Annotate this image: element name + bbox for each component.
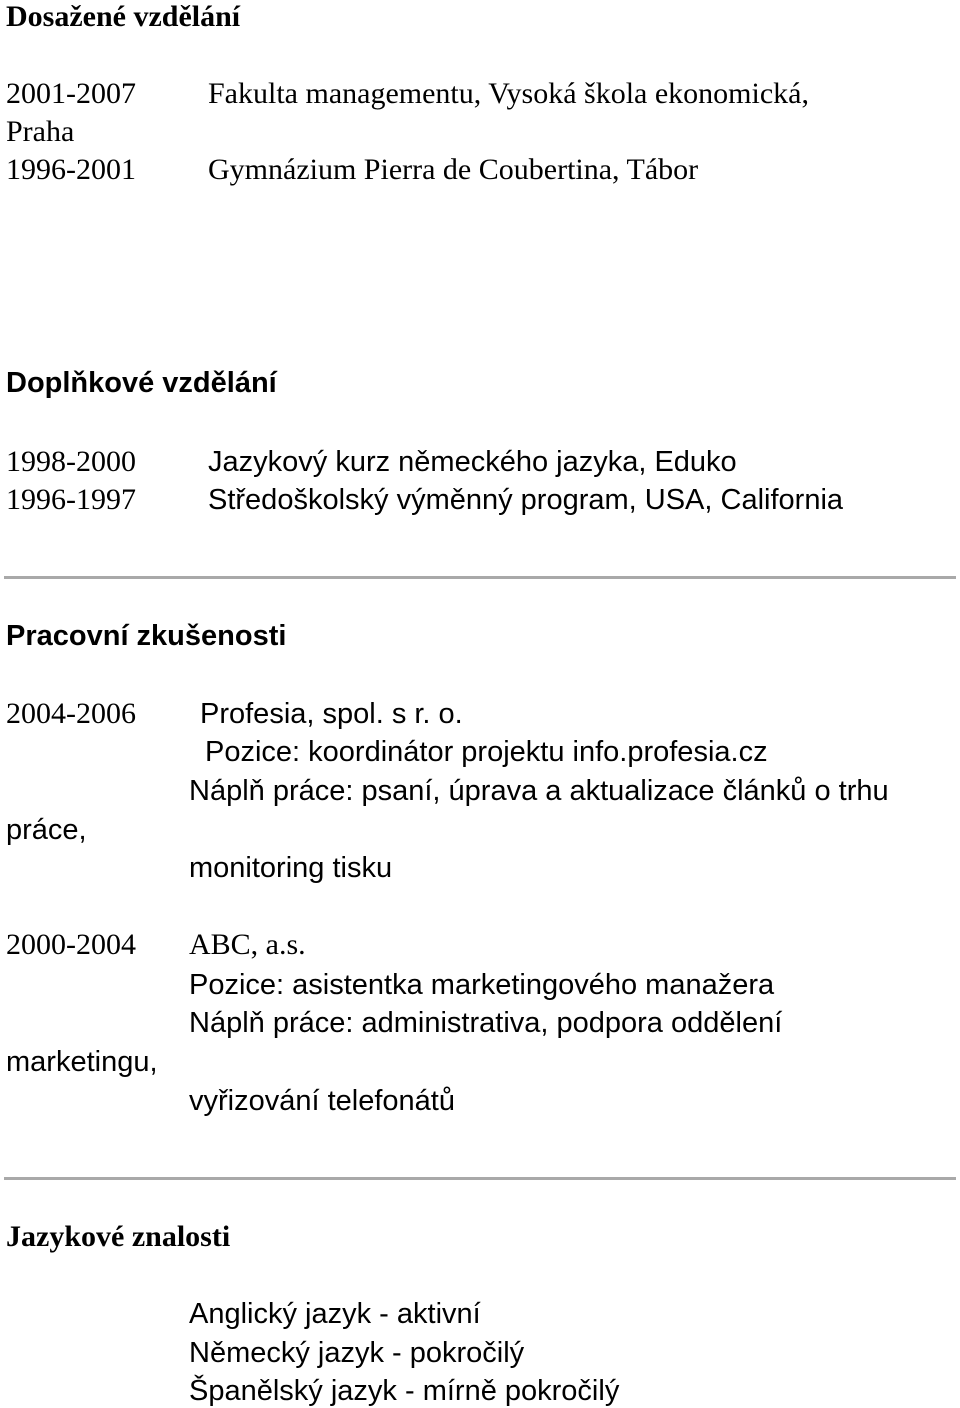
- education-years: 1996-2001: [6, 153, 136, 186]
- horizontal-divider: [4, 576, 956, 579]
- additional-education-course: Jazykový kurz německého jazyka, Eduko: [208, 446, 737, 478]
- language-item: Německý jazyk - pokročilý: [189, 1337, 525, 1369]
- language-item: Španělský jazyk - mírně pokročilý: [189, 1375, 620, 1407]
- work-duties-wrap: práce,: [6, 814, 87, 846]
- education-years: 2001-2007: [6, 77, 136, 110]
- section-heading-additional-education: Doplňkové vzdělání: [6, 367, 277, 399]
- section-heading-work-experience: Pracovní zkušenosti: [6, 620, 287, 652]
- additional-education-years: 1996-1997: [6, 483, 136, 516]
- work-duties: Náplň práce: administrativa, podpora oddělení: [189, 1007, 783, 1039]
- additional-education-course: Středoškolský výměnný program, USA, California: [208, 484, 844, 516]
- work-duties: Náplň práce: psaní, úprava a aktualizace článků o trhu: [189, 775, 889, 807]
- language-item: Anglický jazyk - aktivní: [189, 1298, 481, 1330]
- work-company: ABC, a.s.: [189, 928, 306, 961]
- work-duties-continuation: vyřizování telefonátů: [189, 1085, 455, 1117]
- work-years: 2004-2006: [6, 697, 136, 730]
- work-duties-wrap: marketingu,: [6, 1046, 158, 1078]
- work-company: Profesia, spol. s r. o.: [200, 698, 463, 730]
- additional-education-years: 1998-2000: [6, 445, 136, 478]
- education-institution: Fakulta managementu, Vysoká škola ekonomická,: [208, 77, 809, 110]
- education-institution: Gymnázium Pierra de Coubertina, Tábor: [208, 153, 699, 186]
- work-years: 2000-2004: [6, 928, 136, 961]
- work-position: Pozice: koordinátor projektu info.profesia.cz: [205, 736, 768, 768]
- education-institution-continuation: Praha: [6, 115, 75, 148]
- horizontal-divider: [4, 1177, 956, 1180]
- work-position: Pozice: asistentka marketingového manažera: [189, 969, 775, 1001]
- section-heading-languages: Jazykové znalosti: [6, 1220, 231, 1253]
- section-heading-education: Dosažené vzdělání: [6, 0, 241, 33]
- work-duties-continuation: monitoring tisku: [189, 852, 393, 884]
